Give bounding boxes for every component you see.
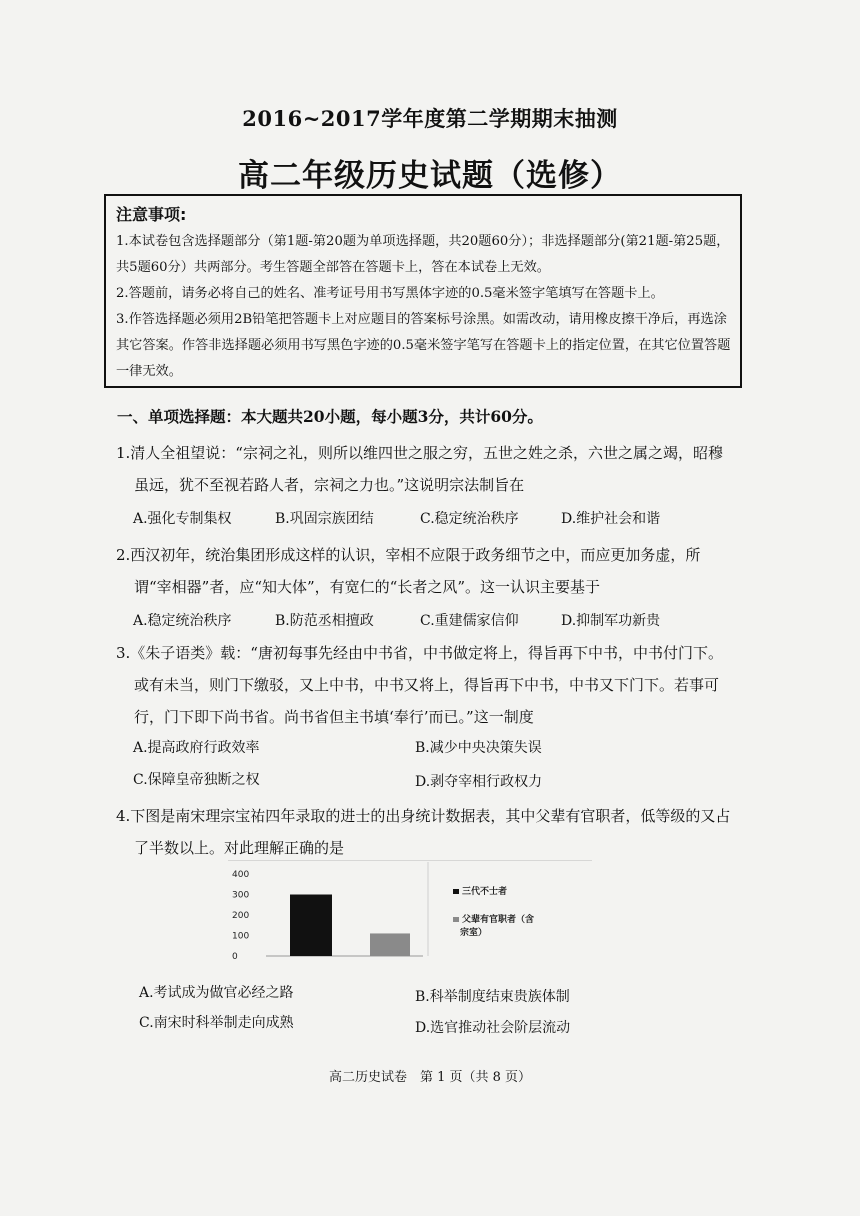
question-2-options <box>133 610 733 634</box>
question-3-stem: 3.《朱子语类》载：“唐初每事先经由中书省，中书做定将上，得旨再下中书，中书付门下。或有未当，则门下缴驳，又上中书，中书又将上，得旨再下中书，中书又下门下。若事可行，门下即下尚书省。尚书省但主书填‘奉行’而已。”这一制度 <box>116 644 723 726</box>
exam-subtitle: 高二年级历史试题（选修） <box>238 158 622 194</box>
legend-swatch <box>453 917 459 922</box>
notice-item: 3.作答选择题必须用2B铅笔把答题卡上对应题目的答案标号涂黑。如需改动，请用橡皮擦干净后，再选涂其它答案。作答非选择题必须用书写黑色字迹的0.5毫米签字笔写在答题卡上的指定位置，在其它位置答题一律无效。 <box>116 312 731 379</box>
y-tick-label: 400 <box>232 870 250 880</box>
option-b: B.科举制度结束贵族体制 <box>415 989 570 1005</box>
option-d: D.选官推动社会阶层流动 <box>415 1020 571 1036</box>
question-2-stem: 2.西汉初年，统治集团形成这样的认识，宰相不应限于政务细节之中，而应更加务虚，所谓“宰相器”者，应“知大体”，有宽仁的“长者之风”。这一认识主要基于 <box>116 546 701 596</box>
option-a: A.稳定统治秩序 <box>133 613 232 629</box>
option-b: B.防范丞相擅政 <box>275 613 374 629</box>
y-tick-label: 100 <box>232 931 250 942</box>
exam-title: 2016~2017学年度第二学期期末抽测 <box>242 106 618 131</box>
option-c: C.南宋时科举制走向成熟 <box>139 1015 294 1031</box>
y-axis <box>232 870 249 962</box>
y-tick-label: 300 <box>232 890 250 901</box>
bar-chart <box>228 860 592 970</box>
legend <box>453 885 534 938</box>
notice-box <box>104 194 742 388</box>
section-heading: 一、单项选择题：本大题共20小题，每小题3分，共计60分。 <box>117 407 543 426</box>
option-a: A.强化专制集权 <box>133 511 232 527</box>
question-1-options <box>133 508 733 532</box>
option-a: A.提高政府行政效率 <box>133 740 260 756</box>
option-d: D.剥夺宰相行政权力 <box>415 774 543 790</box>
y-tick-label: 0 <box>232 952 238 962</box>
option-c: C.保障皇帝独断之权 <box>133 772 260 788</box>
question-4-stem: 4.下图是南宋理宗宝祐四年录取的进士的出身统计数据表，其中父辈有官职者，低等级的又占了半数以上。对此理解正确的是 <box>116 807 731 857</box>
legend-swatch <box>453 889 459 894</box>
y-tick-label: 200 <box>232 911 250 921</box>
legend-label: 宗室） <box>460 928 488 938</box>
bars <box>290 895 410 957</box>
option-c: C.重建儒家信仰 <box>420 613 519 629</box>
notice-item: 1.本试卷包含选择题部分（第1题-第20题为单项选择题，共20题60分）；非选择题部分(第21题-第25题，共5题60分）共两部分。考生答题全部答在答题卡上，答在本试卷上无效。 <box>116 234 730 275</box>
legend-label: 父辈有官职者（含 <box>462 915 535 925</box>
option-d: D.维护社会和谐 <box>561 511 661 527</box>
question-1-stem: 1.清人全祖望说：“宗祠之礼，则所以维四世之服之穷，五世之姓之杀，六世之属之竭，昭穆虽远，犹不至视若路人者，宗祠之力也。”这说明宗法制旨在 <box>116 444 723 494</box>
legend-label: 三代不士者 <box>462 887 508 897</box>
bar-1 <box>290 895 332 957</box>
option-c: C.稳定统治秩序 <box>420 511 519 527</box>
bar-2 <box>370 933 410 956</box>
notice-heading: 注意事项: <box>116 205 187 224</box>
option-b: B.巩固宗族团结 <box>275 511 374 527</box>
option-b: B.减少中央决策失误 <box>415 740 542 756</box>
page-footer: 高二历史试卷 第 1 页（共 8 页） <box>328 1070 532 1085</box>
option-d: D.抑制军功新贵 <box>561 613 661 629</box>
option-a: A.考试成为做官必经之路 <box>139 985 294 1001</box>
notice-item: 2.答题前，请务必将自己的姓名、准考证号用书写黑体字迹的0.5毫米签字笔填写在答题卡上。 <box>116 286 664 301</box>
